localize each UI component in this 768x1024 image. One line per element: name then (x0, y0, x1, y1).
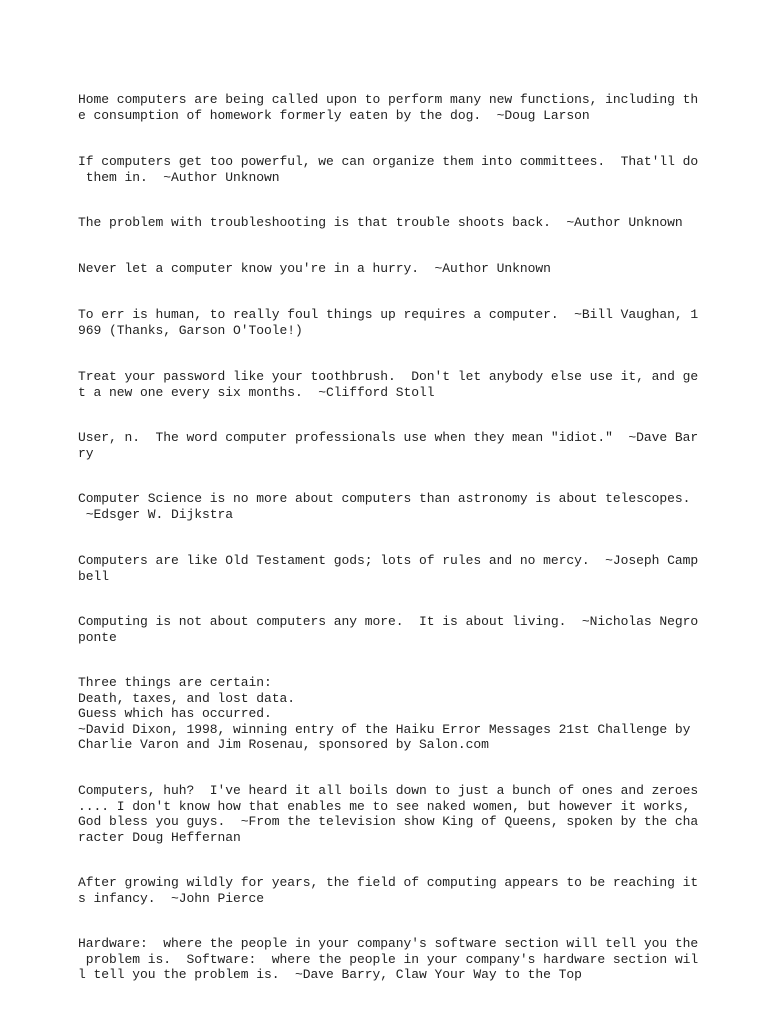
quote-paragraph: Treat your password like your toothbrush. Don't let anybody else use it, and ge t a new one every six months. ~Clifford Stoll (78, 369, 699, 400)
quote-paragraph: Computers, huh? I've heard it all boils down to just a bunch of ones and zeroes .... I don't know how that enables me to see naked women, but however it works, God bless you guys. ~From the television show King of Queens, spoken by the cha racter Doug Heffernan (78, 783, 699, 845)
quote-paragraph: Computers are like Old Testament gods; lots of rules and no mercy. ~Joseph Camp bell (78, 553, 699, 584)
quote-paragraph: The problem with troubleshooting is that trouble shoots back. ~Author Unknown (78, 215, 683, 230)
quote-paragraph: Home computers are being called upon to perform many new functions, including th e consumption of homework formerly eaten by the dog. ~Doug Larson (78, 92, 699, 123)
quote-paragraph: Three things are certain: Death, taxes, and lost data. Guess which has occurred. ~David Dixon, 1998, winning entry of the Haiku Error Messages 21st Challenge by Charlie Varon and Jim Rosenau, sponsored by Salon.com (78, 675, 691, 752)
quote-paragraph: If computers get too powerful, we can organize them into committees. That'll do them in. ~Author Unknown (78, 154, 699, 185)
quote-paragraph: Hardware: where the people in your company's software section will tell you the problem is. Software: where the people in your company's hardware section wil l tell you the problem is. ~Dave Barry, Claw Your Way to the Top (78, 936, 699, 982)
quote-paragraph: After growing wildly for years, the field of computing appears to be reaching it s infancy. ~John Pierce (78, 875, 699, 906)
quote-paragraph: User, n. The word computer professionals use when they mean "idiot." ~Dave Bar ry (78, 430, 699, 461)
quote-paragraph: Never let a computer know you're in a hurry. ~Author Unknown (78, 261, 551, 276)
quote-paragraph: To err is human, to really foul things up requires a computer. ~Bill Vaughan, 1 969 (Thanks, Garson O'Toole!) (78, 307, 699, 338)
quote-paragraph: Computing is not about computers any more. It is about living. ~Nicholas Negro ponte (78, 614, 699, 645)
quote-paragraph: Computer Science is no more about computers than astronomy is about telescopes. ~Edsger W. Dijkstra (78, 491, 691, 522)
